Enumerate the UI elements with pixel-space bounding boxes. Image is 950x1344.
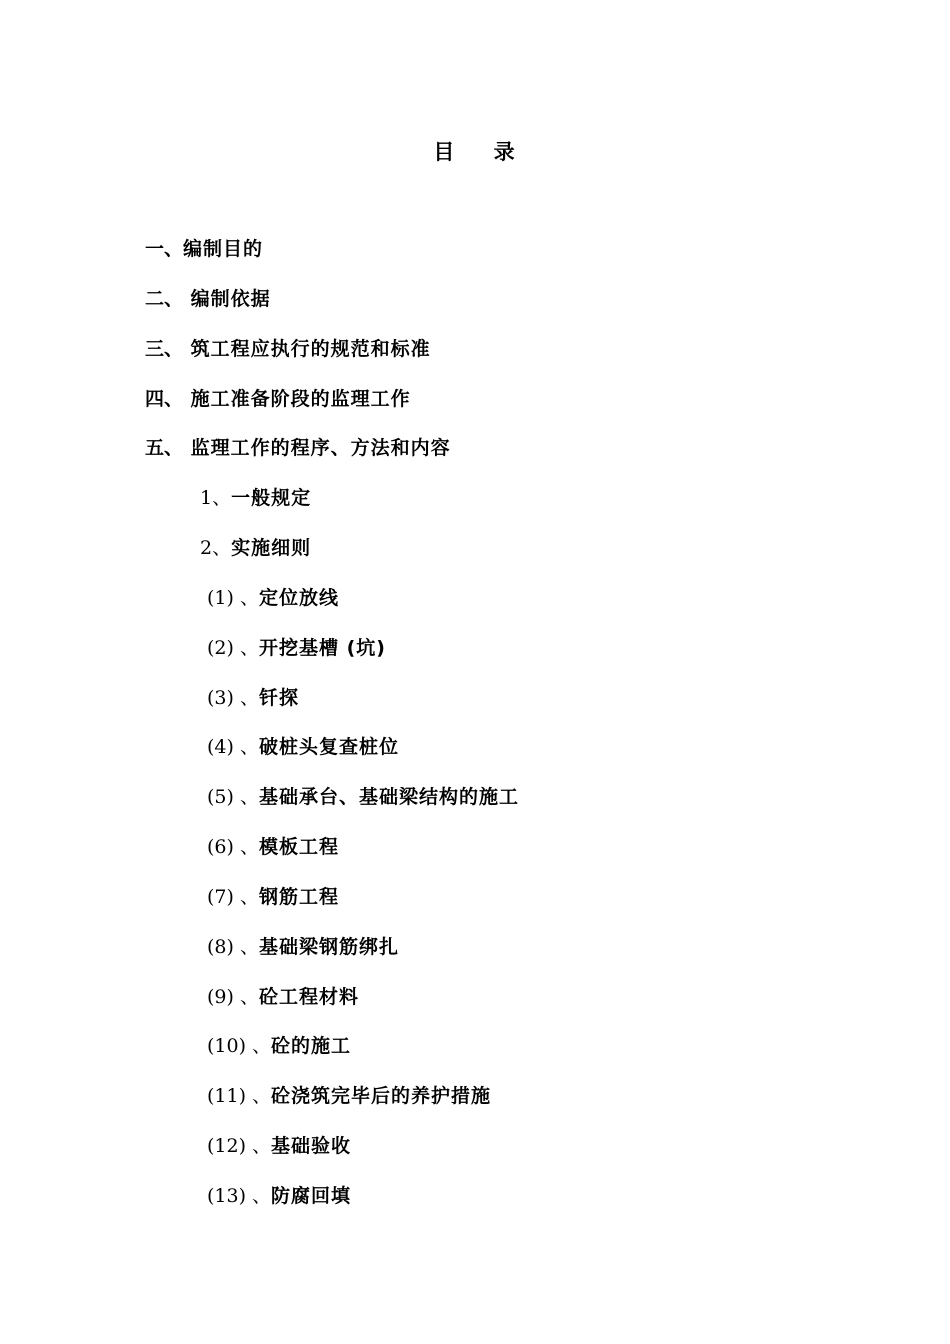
toc-item-marker: (4) 、: [207, 736, 259, 758]
toc-item-marker: 1、: [200, 487, 232, 509]
toc-item-label: 施工准备阶段的监理工作: [183, 388, 411, 410]
toc-subitem-2[interactable]: [200, 535, 311, 561]
toc-detail-2[interactable]: [207, 635, 386, 661]
toc-item-label: 模板工程: [258, 836, 339, 858]
toc-item-marker: 五、: [145, 437, 184, 459]
toc-detail-6[interactable]: [207, 834, 339, 860]
toc-detail-7[interactable]: [207, 884, 339, 910]
toc-item-label: 筑工程应执行的规范和标准: [183, 338, 431, 360]
toc-item-3[interactable]: [145, 336, 431, 362]
toc-item-label: 编制目的: [183, 238, 264, 260]
toc-item-marker: (7) 、: [207, 886, 259, 908]
toc-item-label: 砼工程材料: [258, 986, 359, 1008]
toc-item-marker: (3) 、: [207, 687, 259, 709]
toc-item-marker: 四、: [145, 388, 184, 410]
toc-item-marker: (2) 、: [207, 637, 259, 659]
toc-item-label: 破桩头复查桩位: [258, 736, 399, 758]
toc-item-label: 编制依据: [183, 288, 271, 310]
toc-detail-8[interactable]: [207, 934, 399, 960]
toc-detail-3[interactable]: [207, 685, 299, 711]
toc-detail-12[interactable]: [207, 1133, 351, 1159]
toc-item-marker: (8) 、: [207, 936, 259, 958]
toc-item-marker: 2、: [200, 537, 232, 559]
toc-item-marker: 三、: [145, 338, 184, 360]
toc-item-marker: 二、: [145, 288, 184, 310]
toc-detail-4[interactable]: [207, 734, 399, 760]
toc-item-marker: (6) 、: [207, 836, 259, 858]
toc-item-label: 一般规定: [231, 487, 312, 509]
toc-item-label: 防腐回填: [271, 1185, 352, 1207]
toc-detail-13[interactable]: [207, 1183, 351, 1209]
toc-item-label: 砼浇筑完毕后的养护措施: [271, 1085, 492, 1107]
toc-item-2[interactable]: [145, 286, 271, 312]
toc-item-label: 钎探: [258, 687, 299, 709]
toc-item-label: 砼的施工: [271, 1035, 352, 1057]
toc-detail-9[interactable]: [207, 984, 359, 1010]
toc-item-label: 开挖基槽 (坑): [258, 637, 386, 659]
toc-item-marker: (1) 、: [207, 587, 259, 609]
toc-item-marker: (13) 、: [207, 1185, 272, 1207]
toc-item-5[interactable]: [145, 435, 451, 461]
toc-item-label: 基础承台、基础梁结构的施工: [258, 786, 519, 808]
toc-item-label: 监理工作的程序、方法和内容: [183, 437, 451, 459]
toc-item-marker: (10) 、: [207, 1035, 272, 1057]
toc-detail-1[interactable]: [207, 585, 339, 611]
page-title: 目 录: [433, 140, 517, 164]
toc-item-label: 钢筋工程: [258, 886, 339, 908]
toc-item-marker: (9) 、: [207, 986, 259, 1008]
toc-detail-11[interactable]: [207, 1083, 491, 1109]
toc-item-marker: 一、: [145, 238, 184, 260]
toc-item-label: 实施细则: [231, 537, 312, 559]
toc-item-label: 定位放线: [258, 587, 339, 609]
toc-subitem-1[interactable]: [200, 485, 311, 511]
toc-item-1[interactable]: [145, 236, 263, 262]
toc-item-label: 基础验收: [271, 1135, 352, 1157]
toc-item-marker: (12) 、: [207, 1135, 272, 1157]
toc-detail-5[interactable]: [207, 784, 519, 810]
toc-item-marker: (11) 、: [207, 1085, 272, 1107]
toc-detail-10[interactable]: [207, 1033, 351, 1059]
toc-item-4[interactable]: [145, 386, 411, 412]
toc-item-marker: (5) 、: [207, 786, 259, 808]
toc-item-label: 基础梁钢筋绑扎: [258, 936, 399, 958]
